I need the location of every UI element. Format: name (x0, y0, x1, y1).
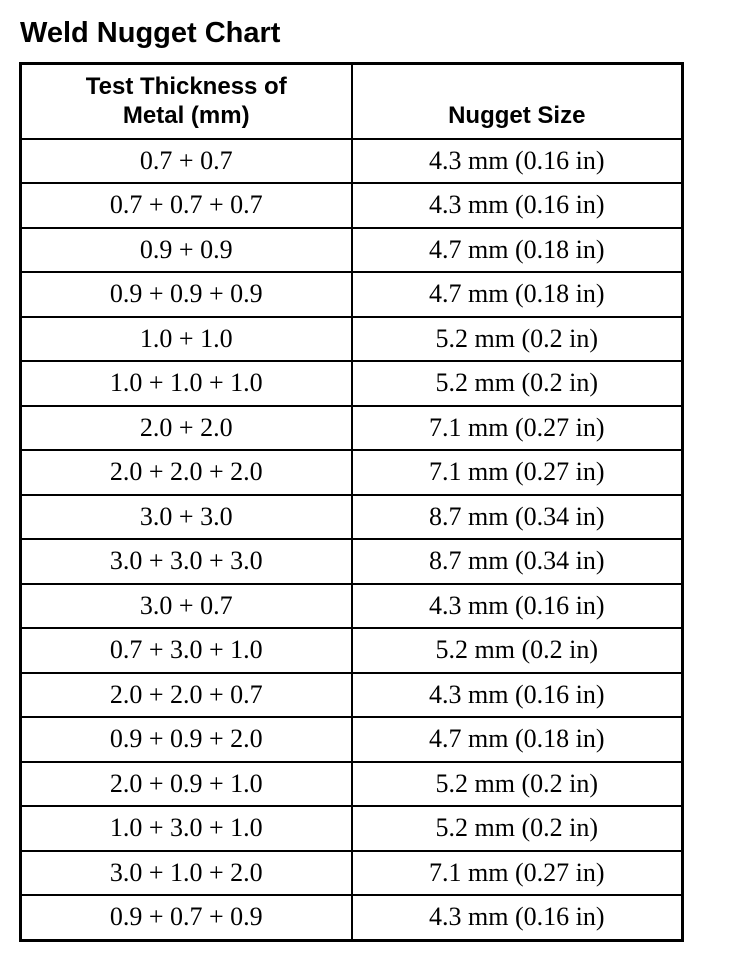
nugget-size-cell: 4.3 mm (0.16 in) (352, 895, 683, 940)
nugget-size-cell: 4.7 mm (0.18 in) (352, 717, 683, 762)
table-row (21, 406, 683, 451)
nugget-size-cell: 8.7 mm (0.34 in) (352, 495, 683, 540)
thickness-cell: 3.0 + 0.7 (21, 584, 352, 629)
thickness-cell: 1.0 + 1.0 + 1.0 (21, 361, 352, 406)
thickness-cell: 2.0 + 0.9 + 1.0 (21, 762, 352, 807)
nugget-size-cell: 4.7 mm (0.18 in) (352, 272, 683, 317)
page-title: Weld Nugget Chart (20, 17, 281, 49)
thickness-cell: 3.0 + 3.0 (21, 495, 352, 540)
nugget-size-cell: 8.7 mm (0.34 in) (352, 539, 683, 584)
thickness-cell: 2.0 + 2.0 + 2.0 (21, 450, 352, 495)
nugget-size-cell: 7.1 mm (0.27 in) (352, 851, 683, 896)
thickness-cell: 0.9 + 0.9 (21, 228, 352, 273)
table-row (21, 762, 683, 807)
thickness-cell: 2.0 + 2.0 (21, 406, 352, 451)
nugget-size-cell: 5.2 mm (0.2 in) (352, 317, 683, 362)
thickness-cell: 0.7 + 3.0 + 1.0 (21, 628, 352, 673)
weld-nugget-table (19, 62, 684, 942)
table-row (21, 673, 683, 718)
table-row (21, 495, 683, 540)
nugget-size-cell: 5.2 mm (0.2 in) (352, 361, 683, 406)
table-row (21, 228, 683, 273)
table-row (21, 895, 683, 940)
table-row (21, 139, 683, 184)
nugget-size-cell: 7.1 mm (0.27 in) (352, 406, 683, 451)
table-row (21, 806, 683, 851)
thickness-cell: 1.0 + 1.0 (21, 317, 352, 362)
table-row (21, 628, 683, 673)
nugget-size-cell: 4.3 mm (0.16 in) (352, 673, 683, 718)
thickness-cell: 3.0 + 1.0 + 2.0 (21, 851, 352, 896)
nugget-size-cell: 5.2 mm (0.2 in) (352, 628, 683, 673)
thickness-cell: 2.0 + 2.0 + 0.7 (21, 673, 352, 718)
table-row (21, 539, 683, 584)
nugget-size-cell: 5.2 mm (0.2 in) (352, 806, 683, 851)
nugget-size-cell: 5.2 mm (0.2 in) (352, 762, 683, 807)
table-row (21, 361, 683, 406)
nugget-size-cell: 7.1 mm (0.27 in) (352, 450, 683, 495)
nugget-size-cell: 4.7 mm (0.18 in) (352, 228, 683, 273)
table-row (21, 717, 683, 762)
table-row (21, 272, 683, 317)
thickness-cell: 0.7 + 0.7 + 0.7 (21, 183, 352, 228)
table-header-thickness (21, 64, 352, 139)
table-header-thickness-line1: Test Thickness of (85, 72, 287, 100)
nugget-size-cell: 4.3 mm (0.16 in) (352, 584, 683, 629)
thickness-cell: 0.9 + 0.9 + 2.0 (21, 717, 352, 762)
nugget-size-cell: 4.3 mm (0.16 in) (352, 139, 683, 184)
thickness-cell: 3.0 + 3.0 + 3.0 (21, 539, 352, 584)
table-row (21, 851, 683, 896)
table-header-thickness-line2: Metal (mm) (122, 101, 250, 129)
thickness-cell: 0.7 + 0.7 (21, 139, 352, 184)
table-row (21, 183, 683, 228)
thickness-cell: 0.9 + 0.9 + 0.9 (21, 272, 352, 317)
table-header-row (21, 64, 683, 139)
nugget-size-cell: 4.3 mm (0.16 in) (352, 183, 683, 228)
table-row (21, 450, 683, 495)
table-row (21, 584, 683, 629)
table-row (21, 317, 683, 362)
thickness-cell: 0.9 + 0.7 + 0.9 (21, 895, 352, 940)
table-header-nugget-size: Nugget Size (352, 64, 683, 139)
thickness-cell: 1.0 + 3.0 + 1.0 (21, 806, 352, 851)
